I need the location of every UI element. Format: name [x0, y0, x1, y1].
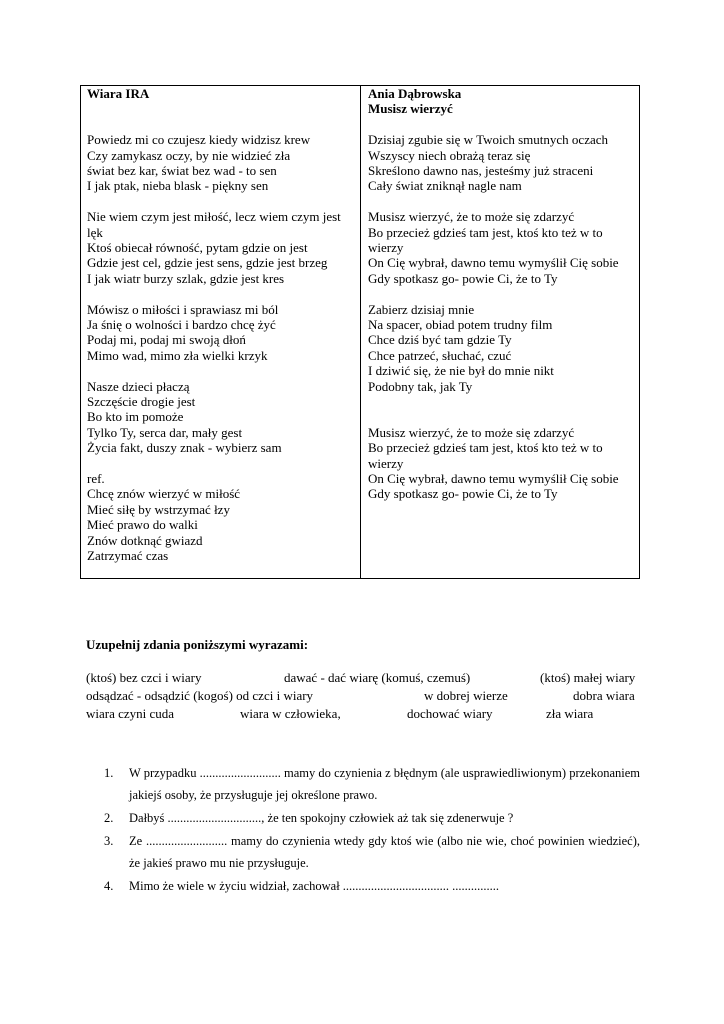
lyric-line: wierzy	[368, 455, 404, 471]
question-number: 4.	[104, 879, 114, 893]
lyric-line: Musisz wierzyć, że to może się zdarzyć	[368, 424, 575, 440]
word-item: dawać - dać wiarę (komuś, czemuś)	[284, 670, 471, 685]
task-title: Uzupełnij zdania poniższymi wyrazami:	[86, 637, 309, 652]
lyric-line: I dziwić się, że nie był do mnie nikt	[368, 363, 554, 379]
stanza-gap	[368, 194, 636, 209]
lyric-line: Chcę znów wierzyć w miłość	[87, 486, 241, 502]
lyric-line: On Cię wybrał, dawno temu wymyślił Cię sobie	[368, 471, 619, 487]
word-item: wiara czyni cuda	[86, 706, 175, 721]
question-number: 3.	[104, 834, 114, 848]
right-song-author: Ania Dąbrowska	[368, 86, 462, 101]
lyric-line: lęk	[87, 224, 103, 240]
lyric-line: Podobny tak, jak Ty	[368, 378, 473, 394]
right-song-title: Musisz wierzyć	[368, 101, 453, 117]
stanza-gap	[368, 394, 636, 409]
stanza-gap	[368, 117, 636, 132]
left-column	[87, 86, 357, 564]
stanza-gap	[368, 286, 636, 301]
question-text: Mimo że wiele w życiu widział, zachował .................................. ...............	[129, 879, 500, 893]
lyric-line: wierzy	[368, 240, 404, 256]
lyric-line: Powiedz mi co czujesz kiedy widzisz krew	[87, 132, 311, 148]
stanza-gap	[87, 117, 357, 132]
word-item: dobra wiara	[573, 688, 635, 703]
word-item: (ktoś) bez czci i wiary	[86, 670, 202, 685]
lyric-line: Chce dziś być tam gdzie Ty	[368, 332, 512, 348]
question-text: W przypadku .......................... mamy do czynienia z błędnym (ale usprawiedliwionym) przekonaniem jakiejś osoby, że przysługuje jej określone prawo.	[129, 766, 640, 802]
lyric-line: Mówisz o miłości i sprawiasz mi ból	[87, 301, 279, 317]
lyric-line: świat bez kar, świat bez wad - to sen	[87, 163, 277, 178]
question-list	[104, 762, 640, 898]
question-text: Dałbyś .............................., że ten spokojny człowiek aż tak się zdenerwuje ?	[129, 811, 514, 825]
lyric-line: Wszyscy niech obrażą teraz się	[368, 147, 531, 163]
lyric-line: Zabierz dzisiaj mnie	[368, 301, 475, 317]
stanza-gap	[87, 101, 357, 116]
lyric-line: Musisz wierzyć, że to może się zdarzyć	[368, 209, 575, 225]
lyric-line: Cały świat zniknął nagle nam	[368, 178, 522, 194]
lyric-line: Podaj mi, podaj mi swoją dłoń	[87, 332, 246, 348]
word-item: zła wiara	[546, 706, 594, 721]
lyric-line: I jak ptak, nieba blask - piękny sen	[87, 178, 269, 194]
question-number: 1.	[104, 766, 114, 780]
lyric-line: Na spacer, obiad potem trudny film	[368, 317, 553, 333]
word-item: odsądzać - odsądzić (kogoś) od czci i wiary	[86, 688, 314, 703]
right-stanzas	[368, 132, 636, 502]
word-row	[86, 669, 641, 687]
lyric-line: Tylko Ty, serca dar, mały gest	[87, 424, 243, 440]
question-item	[104, 762, 640, 806]
lyric-line: Mieć prawo do walki	[87, 517, 198, 533]
question-item	[104, 830, 640, 874]
stanza-gap	[368, 409, 636, 424]
word-item: w dobrej wierze	[424, 688, 508, 703]
column-divider	[360, 86, 361, 578]
lyric-line: Mimo wad, mimo zła wielki krzyk	[87, 347, 268, 363]
lyric-line: Gdy spotkasz go- powie Ci, że to Ty	[368, 486, 558, 502]
lyric-line: ref.	[87, 471, 105, 487]
lyric-line: Bo kto im pomoże	[87, 409, 184, 425]
stanza-gap	[87, 286, 357, 301]
left-stanzas	[87, 101, 357, 563]
lyric-line: Gdzie jest cel, gdzie jest sens, gdzie jest brzeg	[87, 255, 328, 271]
left-song-title: Wiara IRA	[87, 86, 150, 101]
lyric-line: Skreślono dawno nas, jesteśmy już straceni	[368, 163, 594, 179]
lyric-line: Ja śnię o wolności i bardzo chcę żyć	[87, 317, 276, 333]
word-row	[86, 705, 641, 723]
lyric-line: On Cię wybrał, dawno temu wymyślił Cię sobie	[368, 255, 619, 271]
right-column	[368, 86, 636, 502]
question-item	[104, 875, 640, 897]
lyric-line: Czy zamykasz oczy, by nie widzieć zła	[87, 147, 291, 163]
lyric-line: Znów dotknąć gwiazd	[87, 532, 203, 548]
word-row	[86, 687, 641, 705]
lyric-line: Dzisiaj zgubie się w Twoich smutnych oczach	[368, 132, 609, 148]
lyric-line: Życia fakt, duszy znak - wybierz sam	[87, 440, 282, 456]
lyric-line: Ktoś obiecał równość, pytam gdzie on jest	[87, 240, 308, 256]
stanza-gap	[87, 363, 357, 378]
word-item: wiara w człowieka,	[240, 706, 341, 721]
question-item	[104, 807, 640, 829]
lyric-line: Mieć siłę by wstrzymać łzy	[87, 501, 230, 517]
lyric-line: Bo przecież gdzieś tam jest, ktoś kto też w to	[368, 224, 603, 240]
lyric-line: Nasze dzieci płaczą	[87, 378, 190, 394]
question-number: 2.	[104, 811, 114, 825]
lyrics-table	[80, 85, 640, 579]
lyric-line: Nie wiem czym jest miłość, lecz wiem czym jest	[87, 209, 341, 225]
lyric-line: Szczęście drogie jest	[87, 394, 196, 410]
question-text: Ze .......................... mamy do czynienia wtedy gdy ktoś wie (albo nie wie, choć powinien wiedzieć), że jakieś prawo mu nie przysługuje.	[129, 834, 640, 870]
word-item: dochować wiary	[407, 706, 493, 721]
word-bank	[86, 669, 641, 723]
lyric-line: Zatrzymać czas	[87, 548, 169, 564]
stanza-gap	[87, 194, 357, 209]
word-item: (ktoś) małej wiary	[540, 670, 636, 685]
stanza-gap	[87, 456, 357, 471]
lyric-line: Gdy spotkasz go- powie Ci, że to Ty	[368, 270, 558, 286]
lyric-line: Chce patrzeć, słuchać, czuć	[368, 347, 512, 363]
lyric-line: I jak wiatr burzy szlak, gdzie jest kres	[87, 270, 285, 286]
lyric-line: Bo przecież gdzieś tam jest, ktoś kto też w to	[368, 440, 603, 456]
